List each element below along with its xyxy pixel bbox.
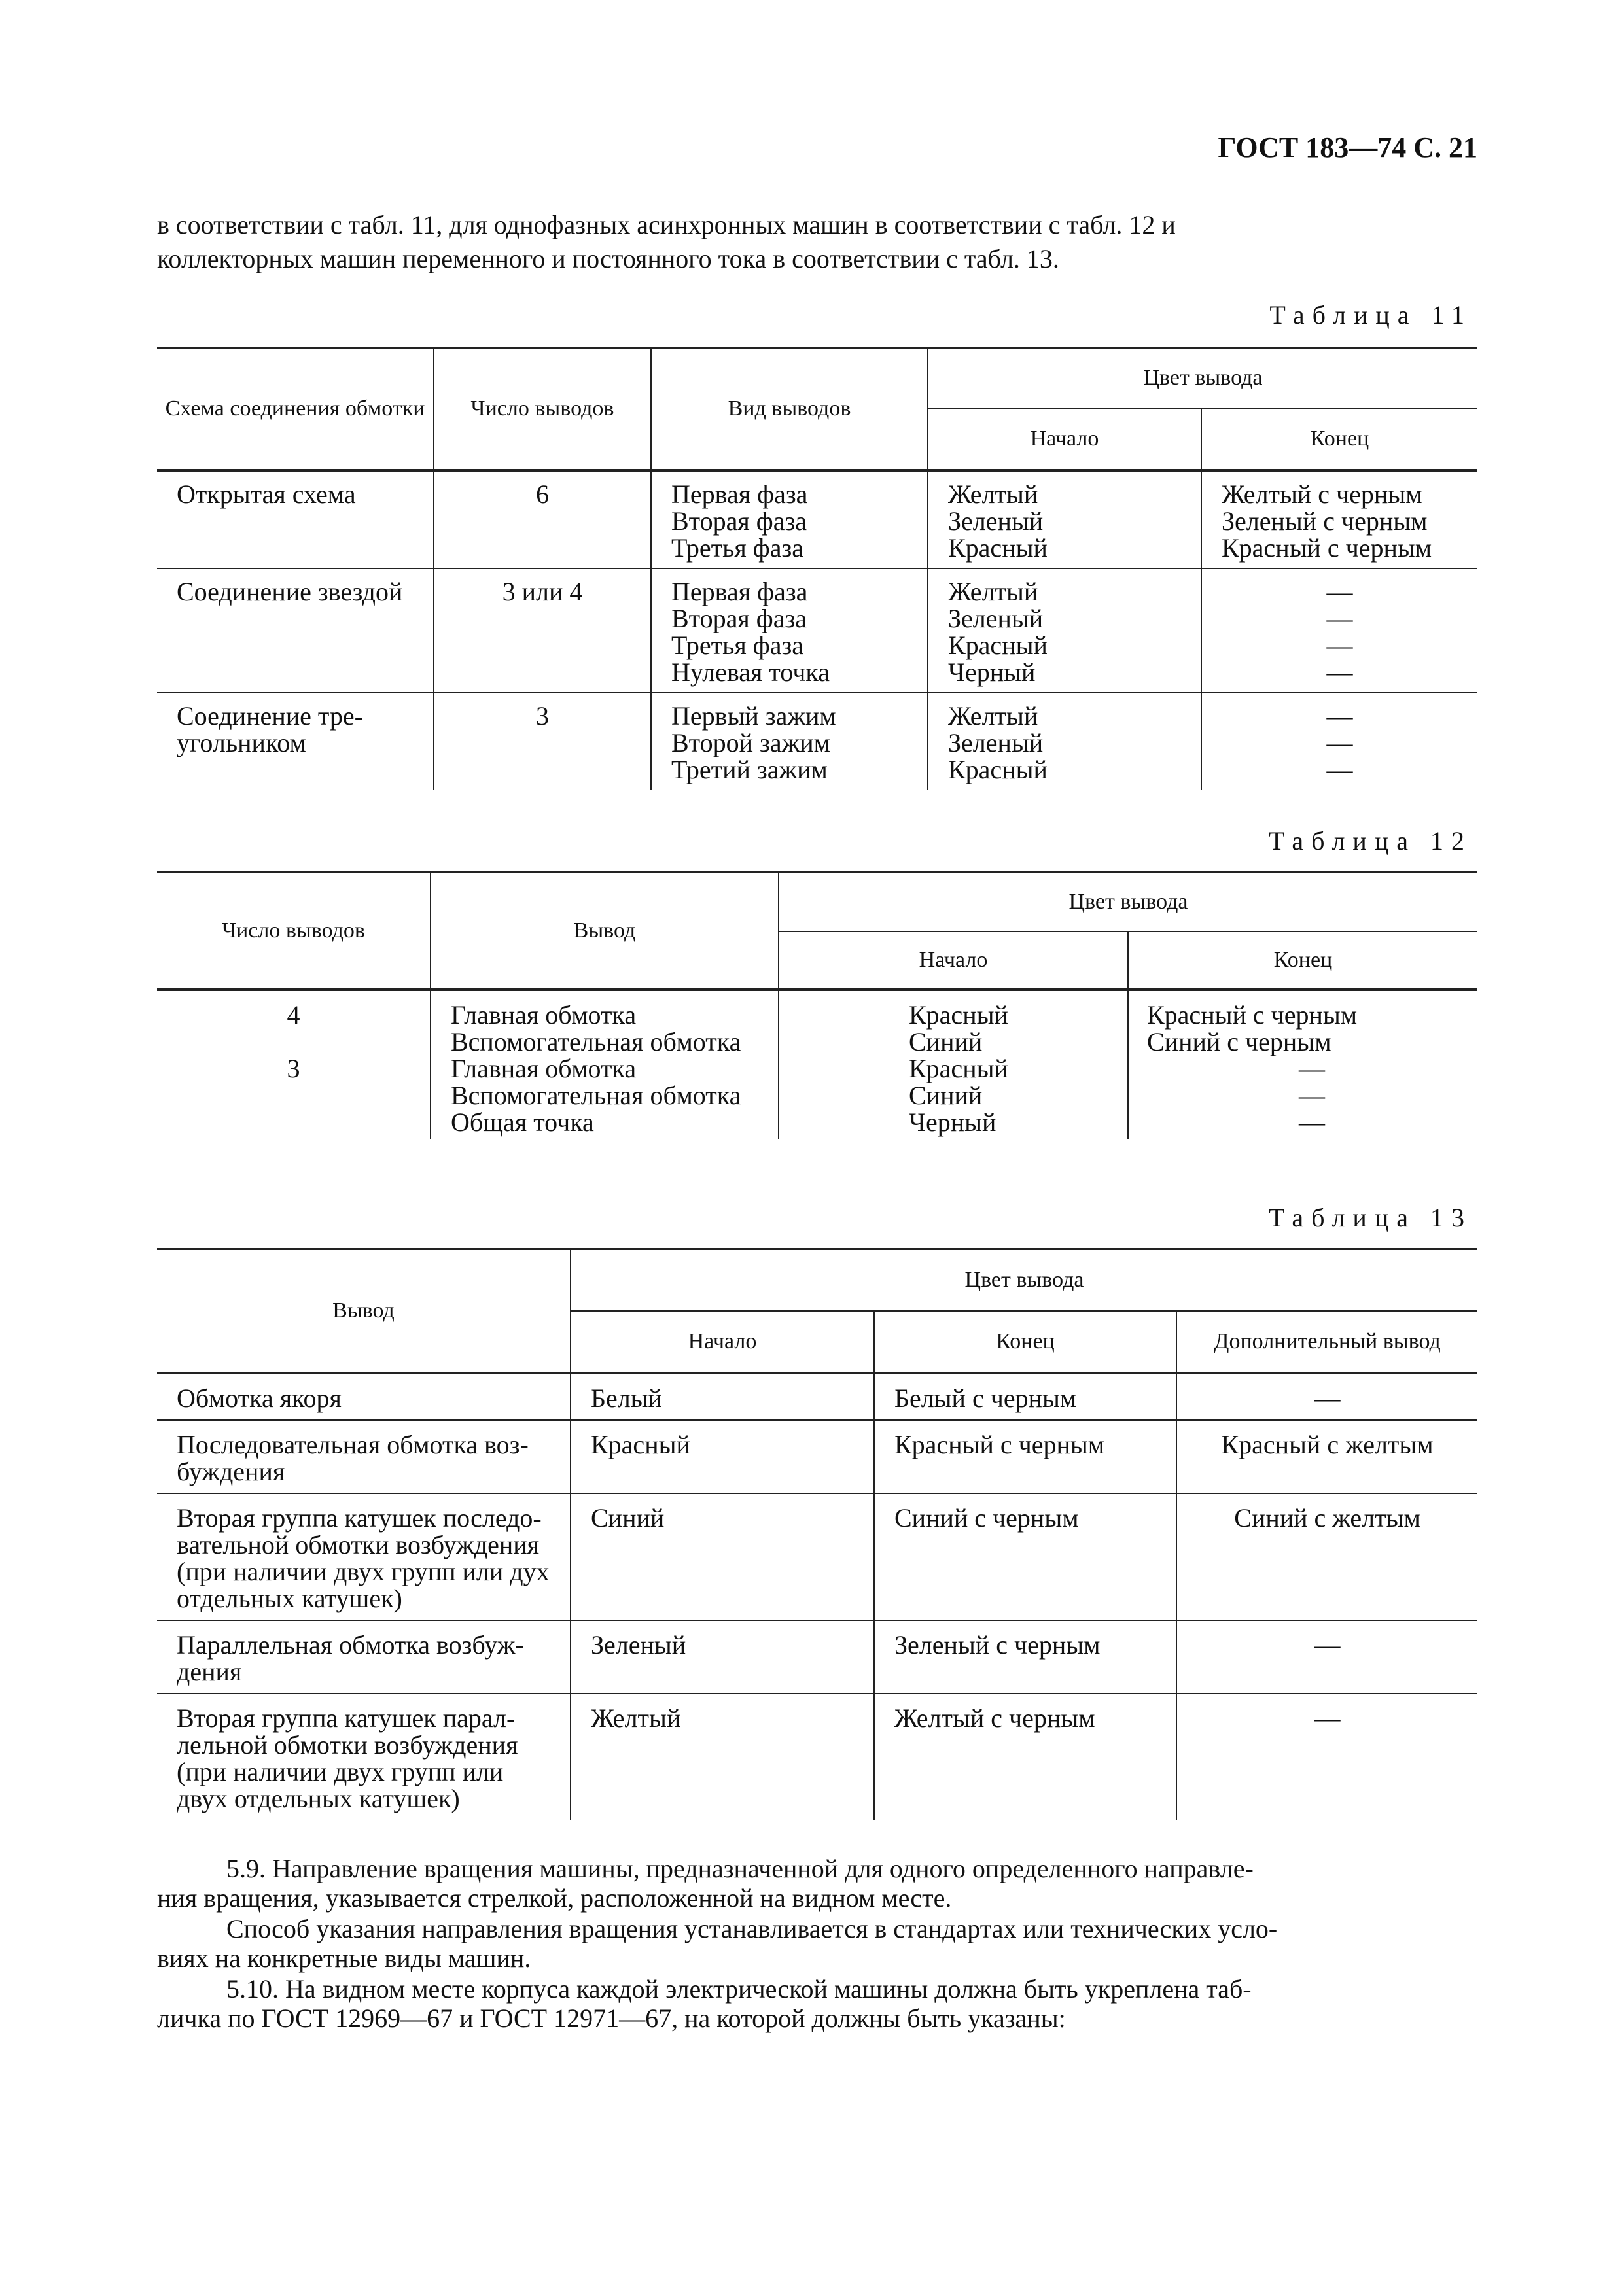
table11-header-end: Конец [1201,408,1477,470]
table-row [157,568,1477,693]
table12-cell-output: Главная обмотка Вспомогательная обмотка Главная обмотка Вспомогательная обмотка Общая точка [431,990,779,1139]
table13-header-extra: Дополнительный вывод [1176,1311,1477,1373]
table11-cell-kind: Первая фаза Вторая фаза Третья фаза [651,470,928,568]
table13-cell-start: Синий [571,1493,874,1620]
table11-header-start: Начало [928,408,1201,470]
table13-cell-extra: — [1176,1694,1477,1820]
table13-header-output: Вывод [332,1298,395,1323]
table-row [157,470,1477,568]
table-row [157,1493,1477,1620]
table13-cell-start: Белый [571,1373,874,1420]
table13-header-start: Начало [571,1311,874,1373]
table11-cell-scheme: Соединение тре- угольником [177,701,363,757]
table11-header-color: Цвет вывода [928,348,1477,409]
intro-line: в соответствии с табл. 11, для однофазных асинхронных машин в соответствии с табл. 12 и [157,210,1176,239]
table13-cell-name: Вторая группа катушек парал- лельной обмотки возбуждения (при наличии двух групп или двух отдельных катушек) [177,1703,518,1813]
table11-cell-scheme: Открытая схема [157,470,434,568]
table13-cell-name: Параллельная обмотка возбуж- дения [157,1620,571,1694]
table11-header-count: Число выводов [434,348,651,471]
table11-caption: Таблица 11 [1269,300,1472,330]
table13-cell-end: Зеленый с черным [874,1620,1176,1694]
intro-line: коллекторных машин переменного и постоянного тока в соответствии с табл. 13. [157,244,1059,273]
paragraph-rotation-method: Способ указания направления вращения устанавливается в стандартах или технических усло- виях на конкретные виды машин. [157,1914,1278,1973]
table13-cell-end: Желтый с черным [874,1694,1176,1820]
table11-header-scheme: Схема соединения обмотки [165,396,425,421]
table12-header-end: Конец [1128,931,1477,990]
table-row [157,1420,1477,1493]
table-row [157,1373,1477,1420]
table13-cell-name: Вторая группа катушек последо- вательной обмотки возбуждения (при наличии двух групп или дух отдельных катушек) [157,1493,571,1620]
table-row [157,990,1477,1139]
table11-cell-kind: Первая фаза Вторая фаза Третья фаза Нулевая точка [651,568,928,693]
table13-caption: Таблица 13 [1268,1203,1472,1232]
table13 [157,1248,1477,1820]
intro-paragraph [157,208,1477,276]
table13-cell-extra: Красный с желтым [1176,1420,1477,1493]
table13-cell-extra: Синий с желтым [1176,1493,1477,1620]
table11-cell-start: Желтый Зеленый Красный Черный [928,568,1201,693]
table11-cell-count: 3 [434,693,651,790]
table13-cell-end: Синий с черным [874,1493,1176,1620]
table13-cell-start: Красный [571,1420,874,1493]
table-row [157,1694,1477,1820]
paragraph-5-9: 5.9. Направление вращения машины, предназначенной для одного определенного направле- ния вращения, указывается стрелкой, расположенной на видном месте. [157,1854,1254,1913]
table13-header-color: Цвет вывода [571,1249,1477,1312]
table11-cell-end: — — — [1201,693,1477,790]
table13-cell-name: Обмотка якоря [157,1373,571,1420]
table13-cell-start: Желтый [571,1694,874,1820]
table11 [157,347,1477,790]
table11-header-kind: Вид выводов [651,348,928,471]
table11-cell-count: 3 или 4 [434,568,651,693]
table13-cell-name: Последовательная обмотка воз- буждения [157,1420,571,1493]
paragraph-5-10: 5.10. На видном месте корпуса каждой электрической машины должна быть укреплена таб- личка по ГОСТ 12969—67 и ГОСТ 12971—67, на которой должны быть указаны: [157,1974,1252,2033]
table11-cell-start: Желтый Зеленый Красный [928,693,1201,790]
table12-header-start: Начало [779,931,1128,990]
table12-header-output: Вывод [431,873,779,990]
table12-cell-end: Красный с черным Синий с черным — — — [1128,990,1477,1139]
table11-cell-end: Желтый с черным Зеленый с черным Красный с черным [1201,470,1477,568]
table13-cell-extra: — [1176,1620,1477,1694]
table-row [157,693,1477,790]
table11-cell-start: Желтый Зеленый Красный [928,470,1201,568]
table13-cell-end: Красный с черным [874,1420,1176,1493]
table13-cell-end: Белый с черным [874,1373,1176,1420]
table12 [157,871,1477,1139]
table13-header-end: Конец [874,1311,1176,1373]
table11-cell-kind: Первый зажим Второй зажим Третий зажим [651,693,928,790]
table11-cell-scheme: Соединение звездой [157,568,434,693]
table12-cell-count: 4 3 [287,1000,300,1083]
table12-header-color: Цвет вывода [779,873,1477,932]
page-header: ГОСТ 183—74 С. 21 [1218,131,1477,164]
table13-cell-start: Зеленый [571,1620,874,1694]
table13-cell-extra: — [1176,1373,1477,1420]
table12-cell-start: Красный Синий Красный Синий Черный [779,990,1128,1139]
table11-cell-end: — — — — [1201,568,1477,693]
table12-header-count: Число выводов [222,918,365,943]
table12-caption: Таблица 12 [1268,826,1472,856]
table11-cell-count: 6 [434,470,651,568]
table-row [157,1620,1477,1694]
